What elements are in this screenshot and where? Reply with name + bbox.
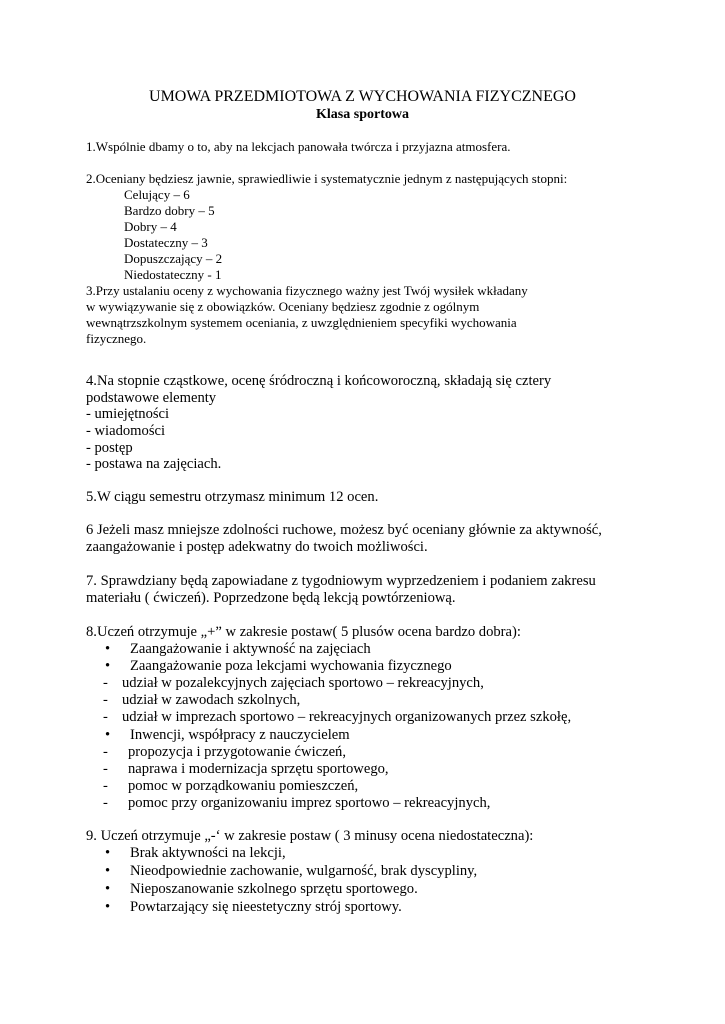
bullet-icon: • <box>105 881 111 897</box>
paragraph-6-line: zaangażowanie i postęp adekwatny do twoich możliwości. <box>86 539 428 555</box>
list-item-text: udział w zawodach szkolnych, <box>122 692 301 708</box>
paragraph-4-line: - wiadomości <box>86 423 166 439</box>
paragraph-5: 5.W ciągu semestru otrzymasz minimum 12 ocen. <box>86 489 379 505</box>
dash-marker: - <box>103 744 108 760</box>
paragraph-8: 8.Uczeń otrzymuje „+” w zakresie postaw( 5 plusów ocena bardzo dobra): <box>86 624 521 640</box>
paragraph-4-line: podstawowe elementy <box>86 390 217 406</box>
bullet-icon: • <box>105 863 111 879</box>
grade-item: Dobry – 4 <box>124 219 177 234</box>
paragraph-2: 2.Oceniany będziesz jawnie, sprawiedliwie i systematycznie jednym z następujących stopni: <box>86 171 568 186</box>
paragraph-3-line: wewnątrzszkolnym systemem oceniania, z uwzględnieniem specyfiki wychowania <box>86 315 517 330</box>
dash-marker: - <box>103 761 108 777</box>
paragraph-4-line: 4.Na stopnie cząstkowe, ocenę śródroczną i końcoworoczną, składają się cztery <box>86 373 552 389</box>
bullet-icon: • <box>105 899 111 915</box>
grade-item: Dopuszczający – 2 <box>124 251 223 266</box>
document-subtitle: Klasa sportowa <box>316 107 409 122</box>
list-item-text: Zaangażowanie i aktywność na zajęciach <box>130 641 371 657</box>
paragraph-3-line: w wywiązywanie się z obowiązków. Oceniany będziesz zgodnie z ogólnym <box>86 299 480 314</box>
list-item-text: pomoc przy organizowaniu imprez sportowo – rekreacyjnych, <box>128 795 491 811</box>
paragraph-4-line: - postawa na zajęciach. <box>86 456 222 472</box>
bullet-icon: • <box>105 641 111 657</box>
list-item-text: Brak aktywności na lekcji, <box>130 845 286 861</box>
dash-marker: - <box>103 675 108 691</box>
list-item-text: pomoc w porządkowaniu pomieszczeń, <box>128 778 359 794</box>
list-item-text: Powtarzający się nieestetyczny strój sportowy. <box>130 899 402 915</box>
bullet-icon: • <box>105 658 111 674</box>
paragraph-9: 9. Uczeń otrzymuje „-‘ w zakresie postaw ( 3 minusy ocena niedostateczna): <box>86 828 534 844</box>
dash-marker: - <box>103 795 108 811</box>
bullet-icon: • <box>105 845 111 861</box>
paragraph-4-line: - umiejętności <box>86 406 170 422</box>
list-item-text: Nieodpowiednie zachowanie, wulgarność, brak dyscypliny, <box>130 863 478 879</box>
bullet-icon: • <box>105 727 111 743</box>
grade-item: Bardzo dobry – 5 <box>124 203 215 218</box>
list-item-text: Nieposzanowanie szkolnego sprzętu sportowego. <box>130 881 418 897</box>
dash-marker: - <box>103 692 108 708</box>
list-item-text: udział w pozalekcyjnych zajęciach sportowo – rekreacyjnych, <box>122 675 484 691</box>
paragraph-6-line: 6 Jeżeli masz mniejsze zdolności ruchowe, możesz być oceniany głównie za aktywność, <box>86 522 602 538</box>
list-item-text: naprawa i modernizacja sprzętu sportowego, <box>128 761 389 777</box>
list-item-text: propozycja i przygotowanie ćwiczeń, <box>128 744 347 760</box>
paragraph-7-line: materiału ( ćwiczeń). Poprzedzone będą lekcją powtórzeniową. <box>86 590 456 606</box>
paragraph-1: 1.Wspólnie dbamy o to, aby na lekcjach panowała twórcza i przyjazna atmosfera. <box>86 139 511 154</box>
paragraph-7-line: 7. Sprawdziany będą zapowiadane z tygodniowym wyprzedzeniem i podaniem zakresu <box>86 573 596 589</box>
grade-item: Niedostateczny - 1 <box>124 267 222 282</box>
list-item-text: Inwencji, współpracy z nauczycielem <box>130 727 350 743</box>
paragraph-4-line: - postęp <box>86 440 133 456</box>
dash-marker: - <box>103 709 108 725</box>
list-item-text: udział w imprezach sportowo – rekreacyjnych organizowanych przez szkołę, <box>122 709 572 725</box>
dash-marker: - <box>103 778 108 794</box>
grade-item: Celujący – 6 <box>124 187 190 202</box>
paragraph-3-line: 3.Przy ustalaniu oceny z wychowania fizycznego ważny jest Twój wysiłek wkładany <box>86 283 528 298</box>
list-item-text: Zaangażowanie poza lekcjami wychowania fizycznego <box>130 658 452 674</box>
document-title: UMOWA PRZEDMIOTOWA Z WYCHOWANIA FIZYCZNEGO <box>149 88 576 105</box>
paragraph-3-line: fizycznego. <box>86 331 147 346</box>
grade-item: Dostateczny – 3 <box>124 235 208 250</box>
